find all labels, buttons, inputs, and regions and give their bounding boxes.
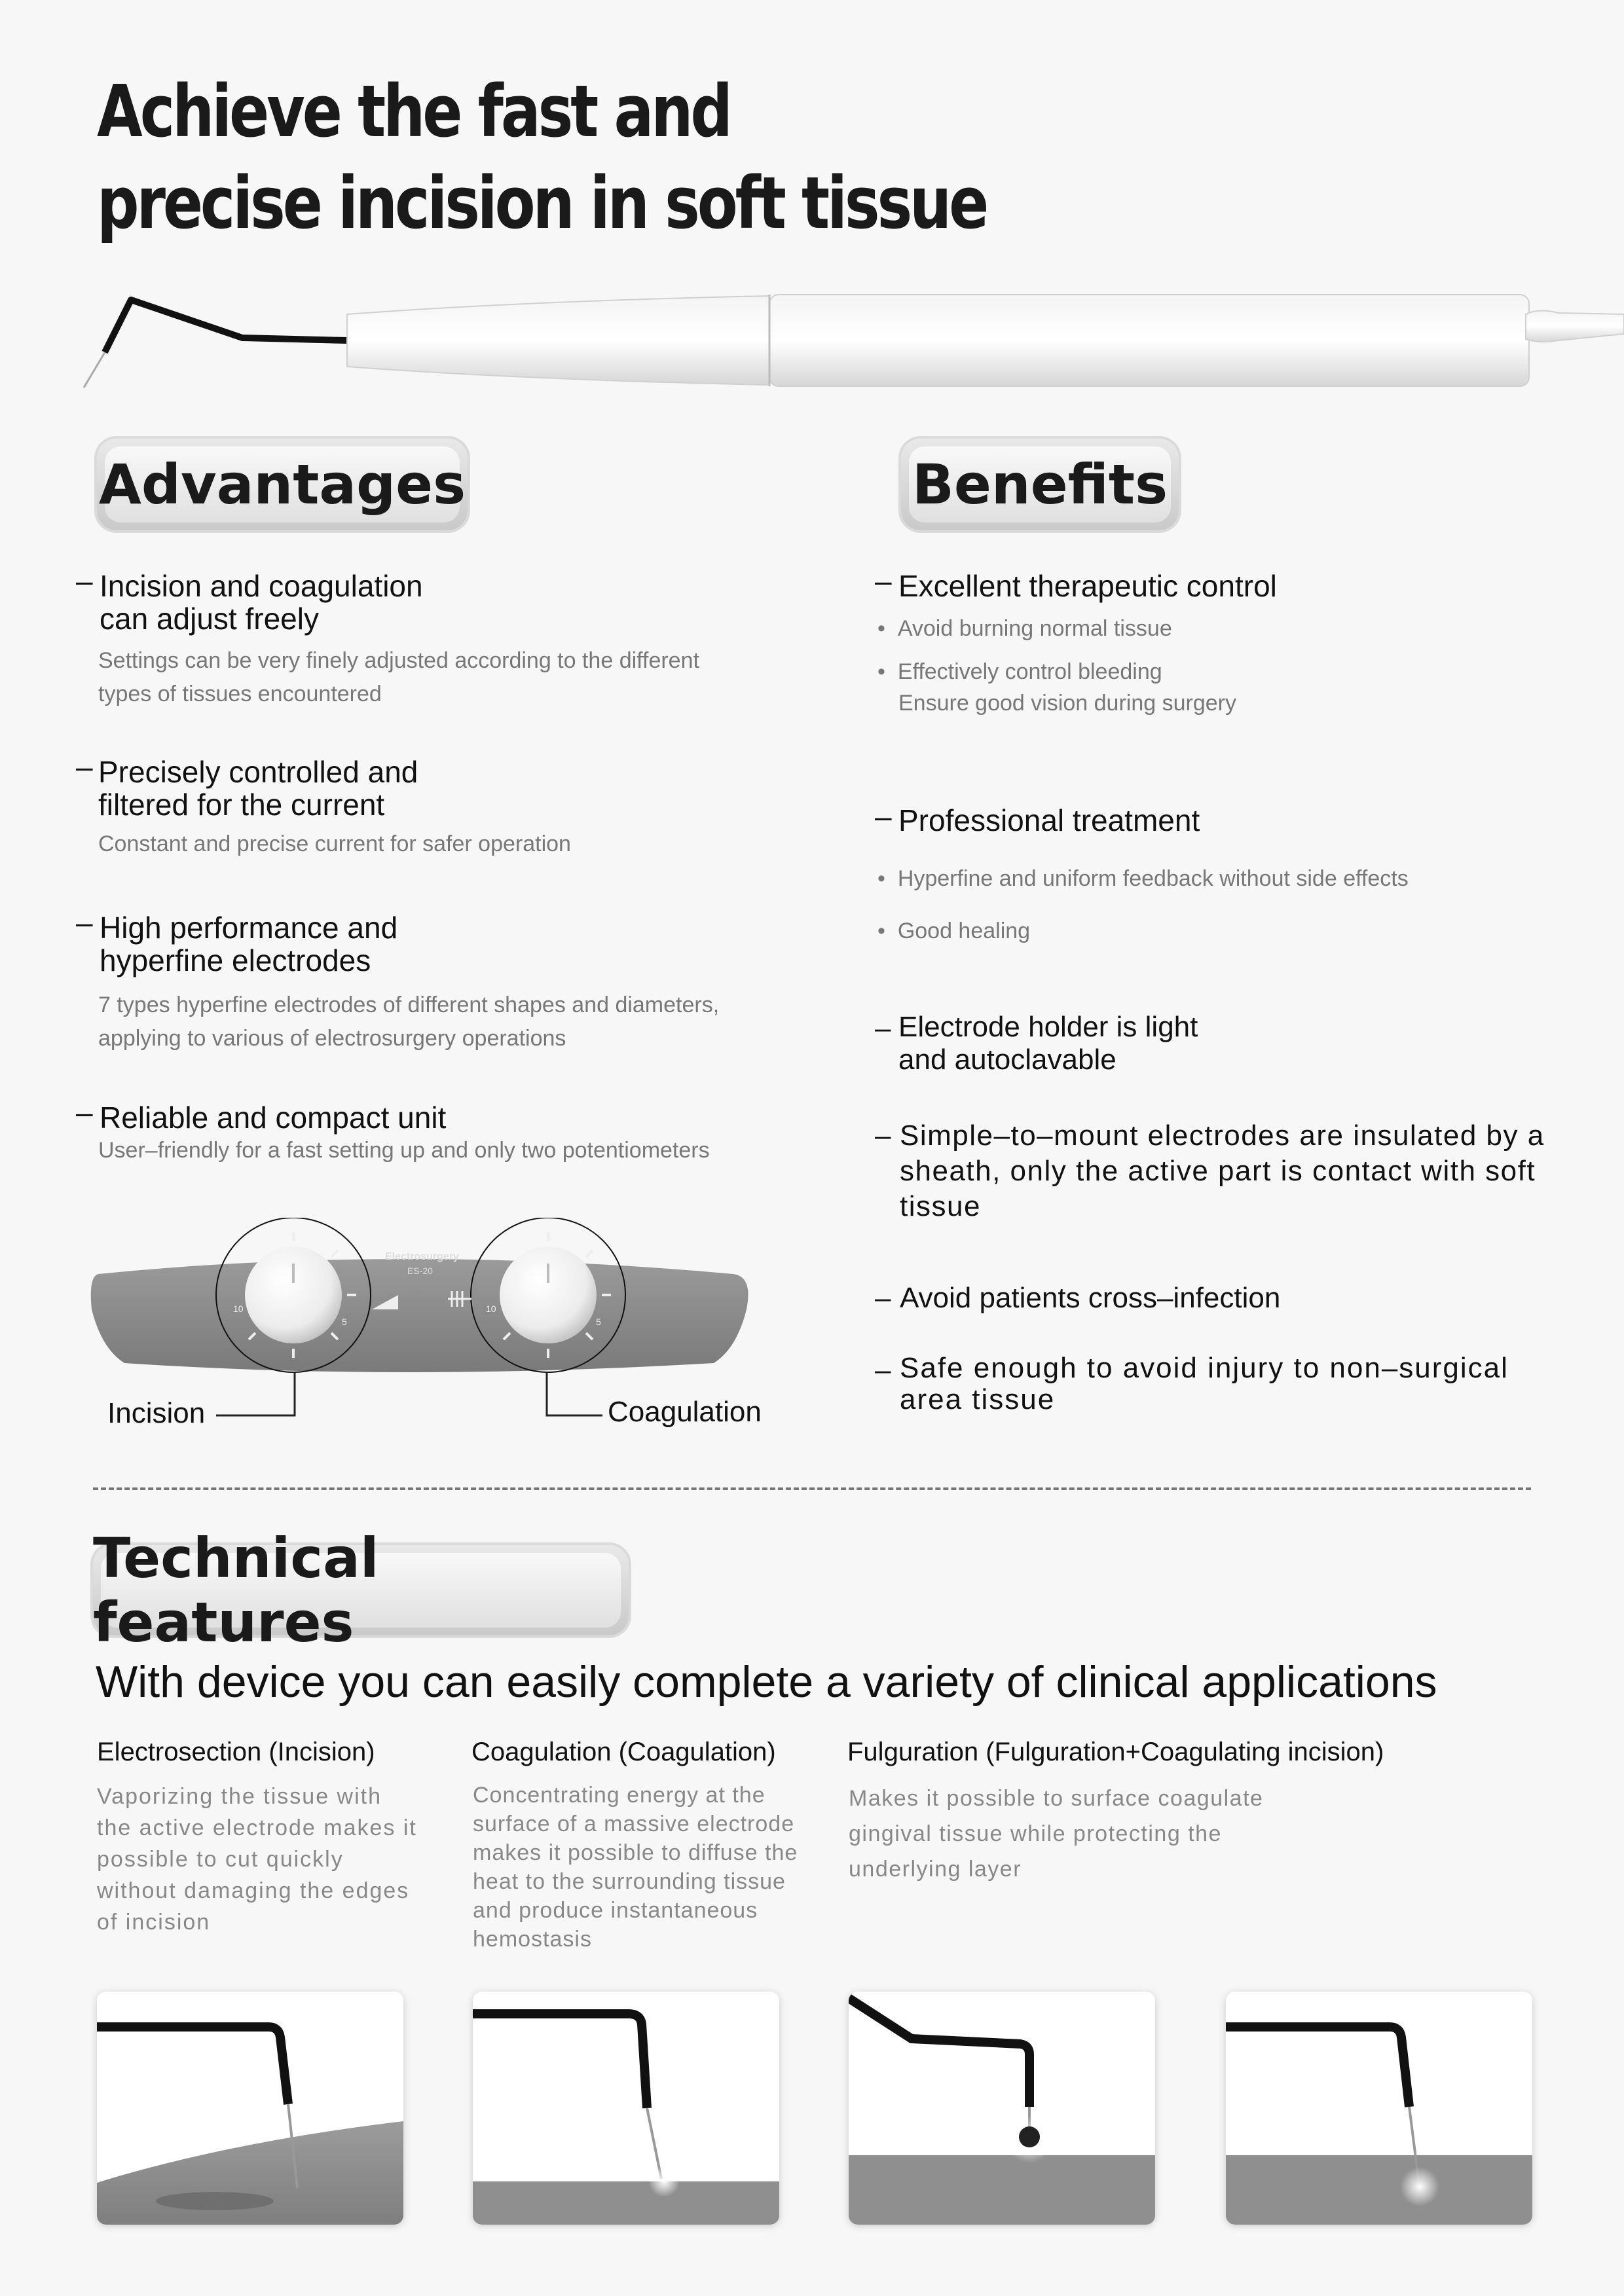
benefit-cross: Avoid patients cross–infection: [900, 1282, 1281, 1314]
coagulating-incision-illustration: [1226, 1992, 1532, 2225]
benefit-bullet: • Effectively control bleeding Ensure good vision during surgery: [877, 659, 1236, 716]
app-desc-electrosection: Vaporizing the tissue with the active electrode makes it possible to cut quickly without damaging the edges of incision: [97, 1784, 417, 1935]
page-title: [97, 65, 986, 249]
app-title-fulguration: Fulguration (Fulguration+Coagulating incision): [847, 1738, 1384, 1766]
title-line-1: Achieve the fast and: [97, 69, 730, 153]
electrosection-illustration: [97, 1992, 403, 2225]
app-desc-coagulation: Concentrating energy at the surface of a massive electrode makes it possible to diffuse the heat to the surrounding tissue and produce instantaneous hemostasis: [473, 1783, 798, 1952]
app-title-electrosection: Electrosection (Incision): [97, 1738, 375, 1766]
coagulation-knob[interactable]: [500, 1247, 597, 1343]
app-title-coagulation: Coagulation (Coagulation): [471, 1738, 776, 1766]
benefit-mount: Simple–to–mount electrodes are insulated by a sheath, only the active part is contact with soft tissue: [900, 1120, 1545, 1222]
incision-knob[interactable]: [245, 1247, 342, 1343]
incision-label: Incision: [107, 1397, 206, 1429]
advantage-title: High performance and hyperfine electrodes: [100, 911, 398, 977]
technical-heading: Technical features: [93, 1545, 629, 1635]
advantage-desc: User–friendly for a fast setting up and only two potentiometers: [98, 1138, 710, 1163]
tick-label-1: 1: [547, 1231, 552, 1242]
benefit-professional-title: Professional treatment: [898, 803, 1200, 837]
coagulation-illustration: [473, 1992, 779, 2225]
fulguration-illustration: [849, 1992, 1155, 2225]
title-line-2: precise incision in soft tissue: [97, 161, 987, 245]
handpiece-illustration: [0, 275, 1624, 406]
section-divider: [93, 1487, 1531, 1490]
tick-label-5: 5: [596, 1317, 601, 1327]
advantage-title: Incision and coagulation can adjust freely: [100, 569, 423, 636]
tick-label-10: 10: [486, 1303, 496, 1314]
tick-label-1: 1: [292, 1231, 297, 1242]
advantage-desc: 7 types hyperfine electrodes of different shapes and diameters, applying to various of electrosurgery operations: [98, 993, 720, 1051]
panel-brand: Electrosurgery: [385, 1251, 459, 1262]
technical-subtitle: With device you can easily complete a variety of clinical applications: [96, 1657, 1437, 1707]
tick-label-10: 10: [233, 1303, 244, 1314]
benefit-bullet: • Good healing: [877, 919, 1031, 943]
app-desc-fulguration: Makes it possible to surface coagulate gingival tissue while protecting the underlying layer: [849, 1786, 1264, 1882]
tick-label-5: 5: [342, 1317, 347, 1327]
panel-model: ES-20: [407, 1266, 433, 1276]
advantage-desc: Settings can be very finely adjusted according to the different types of tissues encountered: [98, 648, 699, 706]
advantage-desc: Constant and precise current for safer operation: [98, 831, 571, 856]
benefit-bullet: • Hyperfine and uniform feedback without side effects: [877, 866, 1409, 891]
benefit-bullet: • Avoid burning normal tissue: [877, 616, 1172, 641]
benefits-heading: Benefits: [901, 439, 1179, 530]
advantage-title: Reliable and compact unit: [100, 1101, 447, 1135]
advantage-title: Precisely controlled and filtered for the current: [98, 755, 418, 822]
benefit-holder: Electrode holder is light and autoclavable: [898, 1011, 1198, 1076]
coagulation-label: Coagulation: [608, 1396, 762, 1428]
benefit-excellent-title: Excellent therapeutic control: [898, 569, 1277, 603]
advantages-heading: Advantages: [97, 439, 468, 530]
benefit-safe: Safe enough to avoid injury to non–surgical area tissue: [900, 1352, 1509, 1415]
